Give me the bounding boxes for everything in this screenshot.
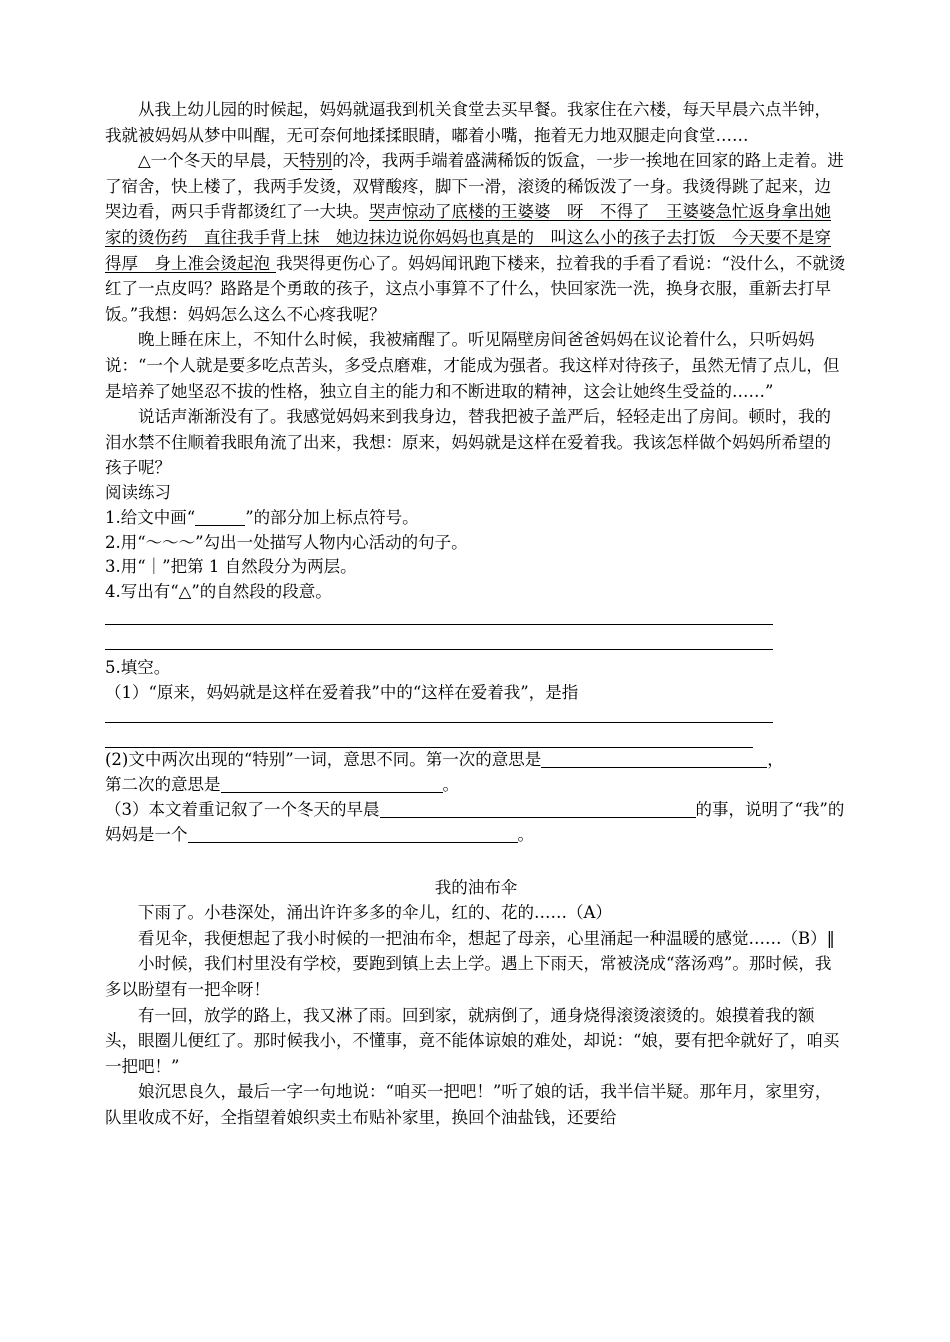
underlined-passage: 哭声惊动了底楼的王婆婆 呀 不得了 王婆婆急忙返身拿出她家的烫伤药 直往我手背上抹 她边抹边说你妈妈也真是的 叫这么小的孩子去打饭 今天要不是穿得厚 身上准会烫起泡: [105, 202, 831, 273]
story2-paragraph-1: 下雨了。小巷深处，涌出许许多多的伞儿，红的、花的……（A）: [138, 903, 612, 923]
story1-paragraph-4: 说话声渐渐没有了。我感觉妈妈来到我身边，替我把被子盖严后，轻轻走出了房间。顿时，我的泪水禁不住顺着我眼角流了出来，我想：原来，妈妈就是这样在爱着我。我该怎样做个妈妈所希望的孩子呢？: [105, 407, 831, 478]
q1-underline-sample: [195, 507, 245, 526]
story2-paragraph-2: 看见伞，我便想起了我小时候的一把油布伞，想起了母亲，心里涌起一种温暖的感觉……（B）‖: [138, 928, 835, 948]
question-5: 5.填空。: [105, 657, 171, 677]
word-tebie-underlined: 特别: [299, 151, 333, 171]
question-5-2: (2)文中两次出现的“特别”一词，意思不同。第一次的意思是 ，: [105, 750, 784, 770]
question-5-3: （3）本文着重记叙了一个冬天的早晨 的事，说明了“我”的妈妈是一个 。: [105, 800, 845, 844]
p2-middle: 的冷，我两手端着盛满稀饭的饭盒，一步一挨地在回家的路上走着。进了宿舍，快上楼了，我两手发烫，双臂酸疼，脚下一滑，滚烫的稀饭泼了一身。我烫得跳了起来，边哭边看，两只手背都烫红了一大块。: [105, 151, 844, 222]
story2-paragraph-5: 娘沉思良久，最后一字一句地说：“咱买一把吧！”听了娘的话，我半信半疑。那年月，家里穷，队里收成不好，全指望着娘织卖土布贴补家里，换回个油盐钱，还要给: [105, 1082, 832, 1128]
p2-start: △一个冬天的早晨，天: [138, 151, 300, 171]
blank-second-meaning[interactable]: [221, 774, 443, 793]
blank-event[interactable]: [380, 799, 696, 818]
question-5-1: （1）“原来，妈妈就是这样在爱着我”中的“这样在爱着我”，是指: [105, 682, 579, 702]
question-3: 3.用“｜”把第 1 自然段分为两层。: [105, 557, 357, 577]
p2-end: 我哭得更伤心了。妈妈闻讯跑下楼来，拉着我的手看了看说：“没什么，不就烫红了一点皮吗？路路是个勇敢的孩子，这点小事算不了什么，快回家洗一洗，换身衣服，重新去打早饭。”我想：妈妈怎么这么不心疼我呢？: [105, 253, 846, 324]
story1-paragraph-2: [105, 148, 847, 327]
story1-paragraph-1: 从我上幼儿园的时候起，妈妈就逼我到机关食堂去买早餐。我家住在六楼，每天早晨六点半钟，我就被妈妈从梦中叫醒，无可奈何地揉揉眼睛，嘟着小嘴，拖着无力地双腿走向食堂……: [105, 100, 831, 145]
exercise-section: [105, 481, 847, 848]
story2-paragraph-3: 小时候，我们村里没有学校，要跑到镇上去上学。遇上下雨天，常被浇成“落汤鸡”。那时候，我多以盼望有一把伞呀！: [105, 954, 832, 1000]
story2-title: 我的油布伞: [434, 877, 518, 897]
question-2: 2.用“～～～”勾出一处描写人物内心活动的句子。: [105, 532, 468, 552]
exercise-heading: 阅读练习: [105, 482, 171, 502]
story1-paragraph-3: 晚上睡在床上，不知什么时候，我被痛醒了。听见隔壁房间爸爸妈妈在议论着什么，只听妈妈说：“一个人就是要多吃点苦头，多受点磨难，才能成为强者。我这样对待孩子，虽然无情了点儿，但是培养了她坚忍不拔的性格，独立自主的能力和不断进取的精神，这会让她终生受益的……”: [105, 330, 840, 401]
question-1: 1.给文中画“ ”的部分加上标点符号。: [105, 507, 419, 527]
blank-mother-type[interactable]: [188, 824, 518, 843]
question-5-2-cont: 第二次的意思是 。: [105, 775, 459, 795]
question-4: 4.写出有“△”的自然段的段意。: [105, 582, 332, 602]
page: [105, 97, 847, 1131]
story2-paragraph-4: 有一回，放学的路上，我又淋了雨。回到家，就病倒了，通身烧得滚烫滚烫的。娘摸着我的额头，眼圈儿便红了。那时候我小，不懂事，竟不能体谅娘的难处，却说：“娘，要有把伞就好了，咱买一把吧！”: [105, 1005, 840, 1076]
blank-first-meaning[interactable]: [541, 749, 767, 768]
